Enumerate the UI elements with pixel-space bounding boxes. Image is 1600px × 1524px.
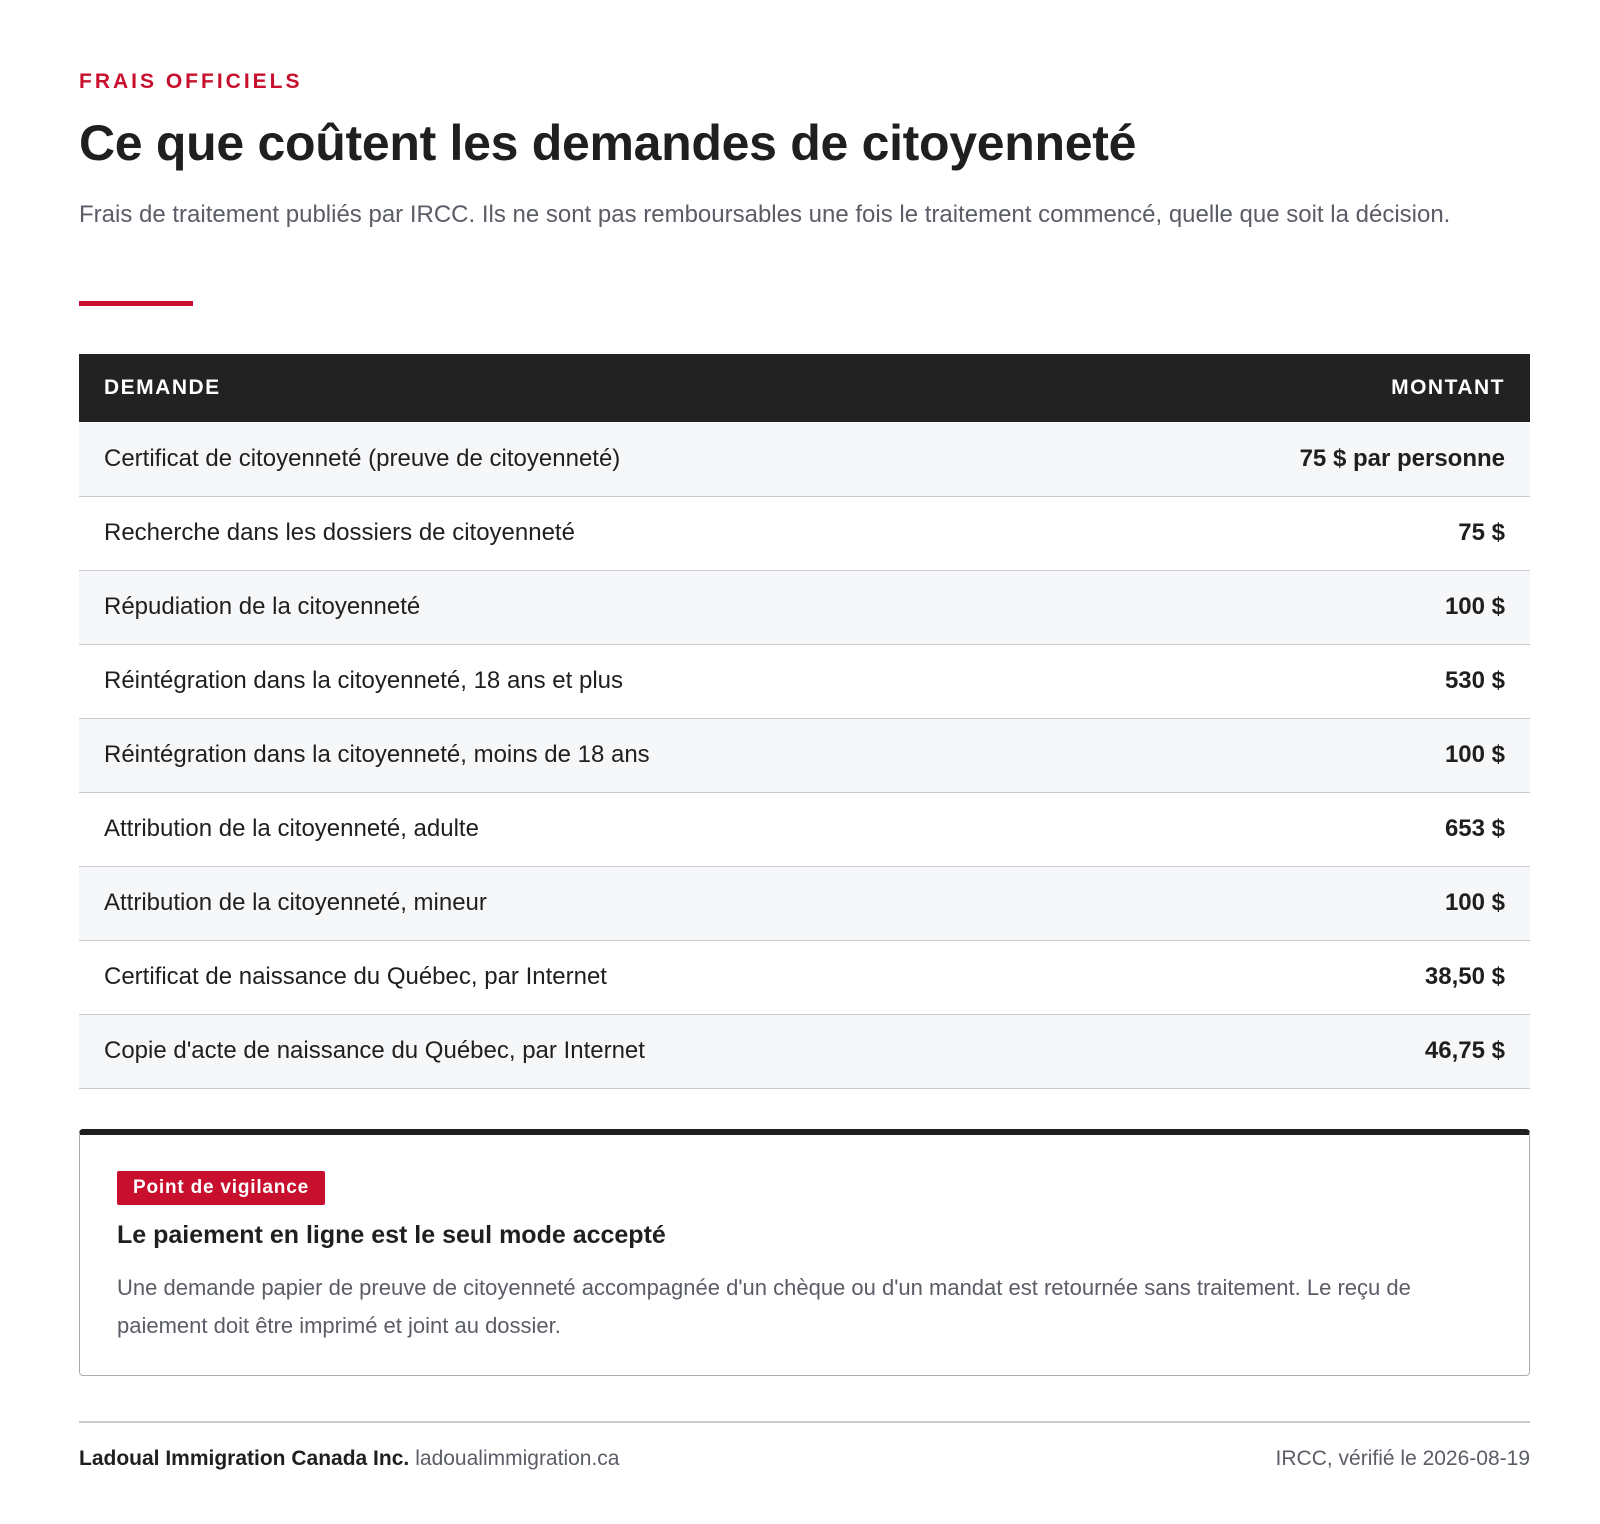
- table-row: [79, 422, 1530, 496]
- request-cell: Copie d'acte de naissance du Québec, par Internet: [104, 1037, 645, 1064]
- company-name: Ladoual Immigration Canada Inc.: [79, 1447, 410, 1470]
- request-cell: Certificat de naissance du Québec, par Internet: [104, 963, 607, 990]
- amount-cell: 100 $: [1444, 889, 1505, 916]
- footer-divider: [79, 1421, 1530, 1423]
- request-cell: Recherche dans les dossiers de citoyenneté: [104, 519, 575, 546]
- table-row: [79, 570, 1530, 644]
- table-row: [79, 792, 1530, 866]
- table-row: [79, 1014, 1530, 1088]
- amount-cell: 653 $: [1444, 815, 1505, 842]
- request-cell: Attribution de la citoyenneté, mineur: [104, 889, 487, 916]
- table-row: [79, 718, 1530, 792]
- amount-cell: 530 $: [1444, 667, 1505, 694]
- intro-text: Frais de traitement publiés par IRCC. Ils ne sont pas remboursables une fois le traitement commencé, quelle que soit la décision.: [79, 201, 1451, 228]
- amount-cell: 75 $ par personne: [1299, 444, 1505, 472]
- footer-brand: [79, 1447, 620, 1471]
- footer: [79, 1447, 1530, 1471]
- accent-divider: [79, 301, 193, 306]
- amount-cell: 38,50 $: [1424, 963, 1505, 990]
- vigilance-callout: [79, 1129, 1530, 1376]
- request-cell: Répudiation de la citoyenneté: [104, 593, 421, 620]
- page-title: Ce que coûtent les demandes de citoyenneté: [79, 115, 1137, 171]
- amount-cell: 100 $: [1444, 741, 1505, 768]
- amount-cell: 75 $: [1458, 519, 1505, 546]
- callout-body: Une demande papier de preuve de citoyenneté accompagnée d'un chèque ou d'un mandat est retournée sans traitement. Le reçu de paiement doit être imprimé et joint au dossier.: [117, 1275, 1411, 1338]
- vigilance-badge: Point de vigilance: [117, 1171, 325, 1205]
- header-row: [79, 354, 1530, 422]
- table-row: [79, 644, 1530, 718]
- request-cell: Certificat de citoyenneté (preuve de citoyenneté): [104, 444, 621, 472]
- section-eyebrow: FRAIS OFFICIELS: [79, 70, 303, 93]
- callout-title: Le paiement en ligne est le seul mode accepté: [117, 1221, 666, 1249]
- fees-table-header: [79, 354, 1530, 422]
- company-website: ladoualimmigration.ca: [415, 1447, 620, 1470]
- column-header-amount: MONTANT: [1391, 376, 1505, 399]
- request-cell: Attribution de la citoyenneté, adulte: [104, 815, 479, 842]
- fees-table-body: [79, 422, 1530, 1088]
- table-row: [79, 940, 1530, 1014]
- request-cell: Réintégration dans la citoyenneté, 18 ans et plus: [104, 667, 624, 694]
- table-row: [79, 866, 1530, 940]
- amount-cell: 100 $: [1444, 593, 1505, 620]
- request-cell: Réintégration dans la citoyenneté, moins de 18 ans: [104, 741, 650, 768]
- table-row: [79, 496, 1530, 570]
- source-note: IRCC, vérifié le 2026-08-19: [1275, 1447, 1530, 1470]
- fees-table: [79, 354, 1530, 1089]
- column-header-request: DEMANDE: [104, 376, 221, 399]
- amount-cell: 46,75 $: [1424, 1037, 1505, 1064]
